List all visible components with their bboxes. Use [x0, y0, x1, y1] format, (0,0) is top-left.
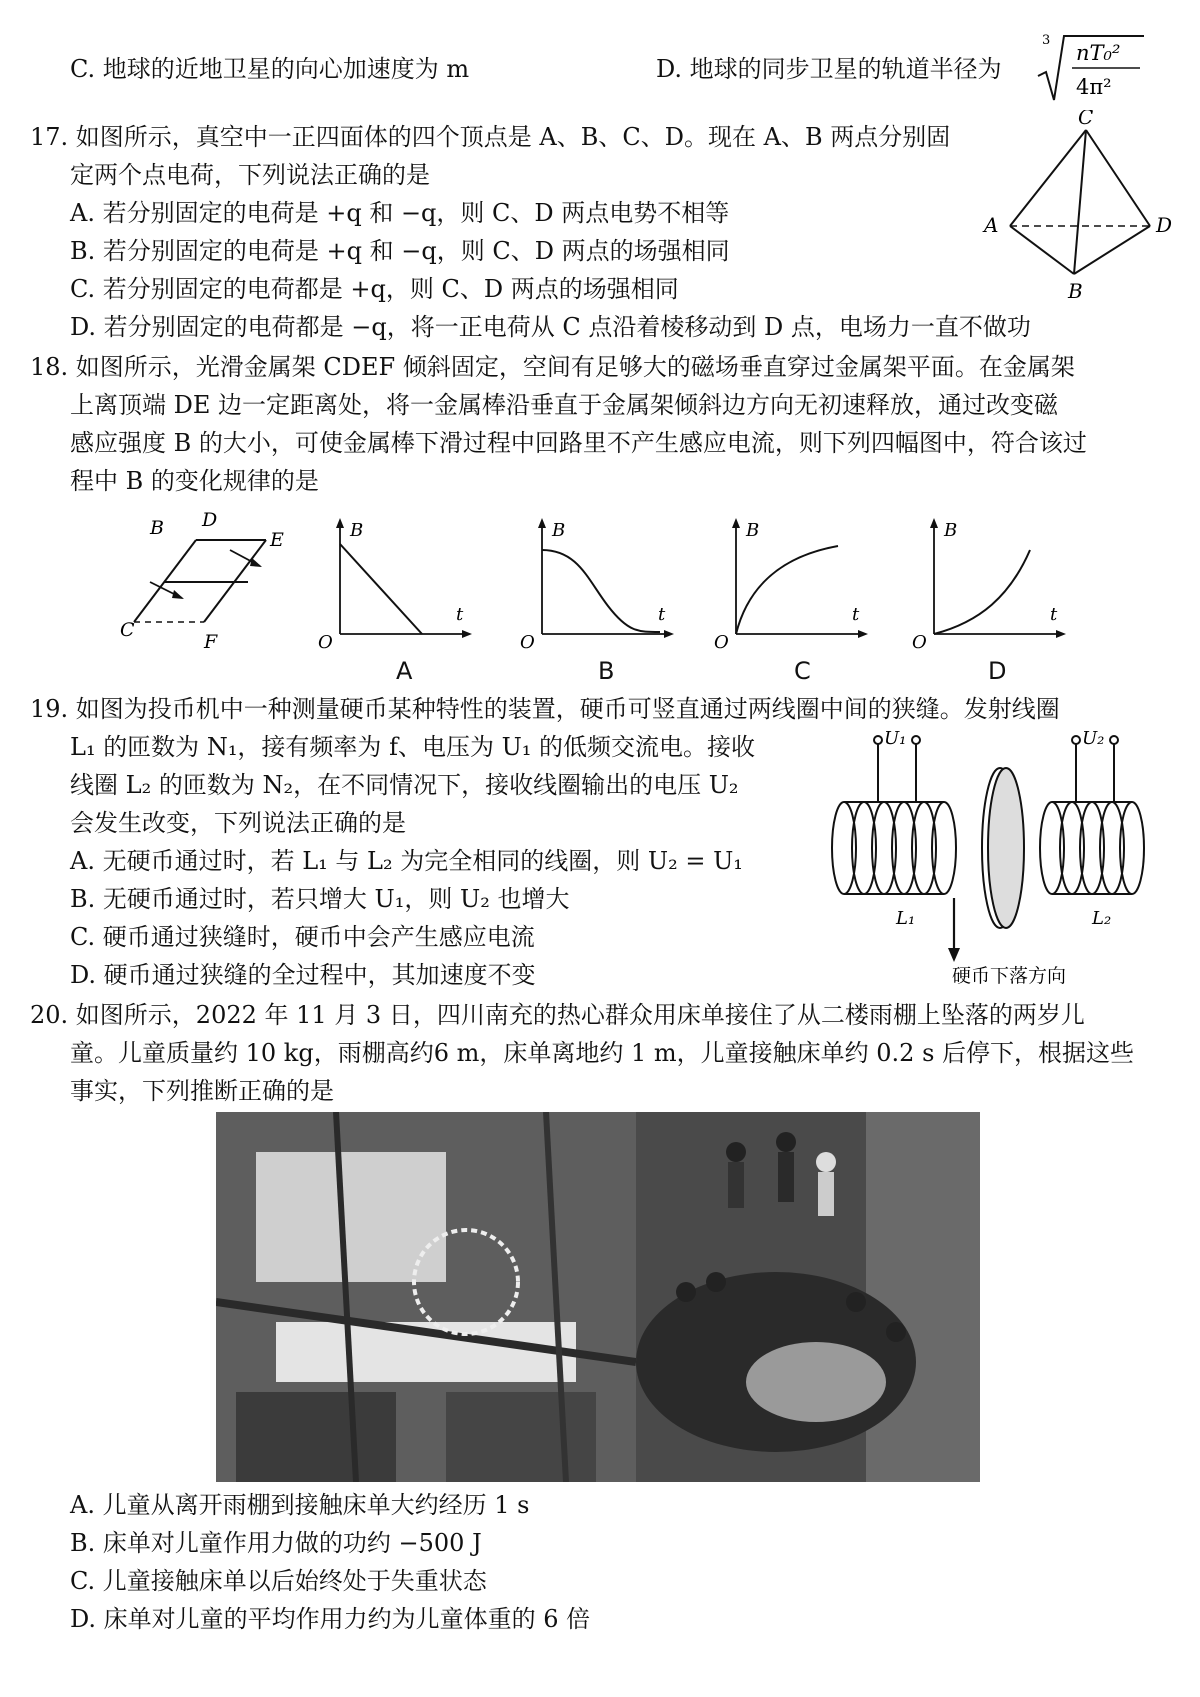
tetrahedron-figure	[980, 110, 1190, 310]
q20-stem-line3: 事实，下列推断正确的是	[70, 1077, 334, 1105]
coin-fall-direction-label: 硬币下落方向	[952, 965, 1067, 987]
coin	[982, 768, 1024, 928]
graph-a-ylabel: B	[350, 520, 364, 541]
graph-b-origin: O	[520, 632, 535, 650]
q18-stem-line4: 程中 B 的变化规律的是	[70, 467, 319, 495]
q18-stem-line2: 上离顶端 DE 边一定距离处，将一金属棒沿垂直于金属架倾斜边方向无初速释放，通过改变磁	[70, 391, 1059, 419]
metal-frame-figure	[120, 510, 320, 660]
graph-c-caption: C	[794, 657, 811, 685]
graph-d-ylabel: B	[944, 520, 958, 541]
q20-stem-line2: 童。儿童质量约 10 kg，雨棚高约6 m，床单离地约 1 m，儿童接触床单约 0.2 s 后停下，根据这些	[70, 1039, 1135, 1067]
q17-option-a: A. 若分别固定的电荷是 +q 和 −q，则 C、D 两点电势不相等	[70, 199, 730, 227]
q16-option-c: C. 地球的近地卫星的向心加速度为 m	[70, 55, 470, 83]
graph-d-origin: O	[912, 632, 927, 650]
graph-option-d	[910, 516, 1070, 650]
q19-stem-line3: 线圈 L₂ 的匝数为 N₂，在不同情况下，接收线圈输出的电压 U₂	[70, 771, 739, 799]
q19-stem-line4: 会发生改变，下列说法正确的是	[70, 809, 406, 837]
graph-option-b	[518, 516, 678, 650]
q16-option-d-formula	[1036, 30, 1166, 106]
q20-stem-line1: 20. 如图所示，2022 年 11 月 3 日，四川南充的热心群众用床单接住了从二楼雨棚上坠落的两岁儿	[30, 1001, 1085, 1029]
vertex-d-label: D	[1156, 213, 1173, 237]
graph-b-xlabel: t	[658, 604, 666, 625]
rescue-photo	[216, 1112, 980, 1482]
q19-option-c: C. 硬币通过狭缝时，硬币中会产生感应电流	[70, 923, 535, 951]
q18-stem-line3: 感应强度 B 的大小，可使金属棒下滑过程中回路里不产生感应电流，则下列四幅图中，符合该过	[70, 429, 1087, 457]
q19-stem-line1: 19. 如图为投币机中一种测量硬币某种特性的装置，硬币可竖直通过两线圈中间的狭缝。发射线圈	[30, 695, 1060, 723]
q17-option-d: D. 若分别固定的电荷都是 −q，将一正电荷从 C 点沿着棱移动到 D 点，电场力一直不做功	[70, 313, 1031, 341]
frame-label-d: D	[202, 510, 218, 531]
u2-label: U₂	[1082, 730, 1105, 749]
frame-label-e: E	[270, 529, 284, 551]
q17-option-b: B. 若分别固定的电荷是 +q 和 −q，则 C、D 两点的场强相同	[70, 237, 730, 265]
vertex-a-label: A	[984, 213, 999, 237]
q18-stem-line1: 18. 如图所示，光滑金属架 CDEF 倾斜固定，空间有足够大的磁场垂直穿过金属架平面。在金属架	[30, 353, 1075, 381]
q20-option-b: B. 床单对儿童作用力做的功约 −500 J	[70, 1529, 482, 1557]
frame-label-f: F	[204, 631, 218, 653]
q17-stem-line2: 定两个点电荷，下列说法正确的是	[70, 161, 430, 189]
q19-option-d: D. 硬币通过狭缝的全过程中，其加速度不变	[70, 961, 536, 989]
graph-d-xlabel: t	[1050, 604, 1058, 625]
graph-b-ylabel: B	[552, 520, 566, 541]
frame-label-b: B	[150, 517, 164, 539]
graph-a-origin: O	[318, 632, 333, 650]
coil-l1	[832, 736, 956, 894]
coil-l2	[1040, 736, 1144, 894]
coin-detector-figure	[820, 730, 1180, 990]
root-index: 3	[1042, 33, 1051, 48]
graph-c-xlabel: t	[852, 604, 860, 625]
l2-label: L₂	[1092, 908, 1112, 929]
q20-option-a: A. 儿童从离开雨棚到接触床单大约经历 1 s	[70, 1491, 530, 1519]
u1-label: U₁	[884, 730, 907, 749]
frame-label-c: C	[120, 619, 135, 641]
q20-option-c: C. 儿童接触床单以后始终处于失重状态	[70, 1567, 487, 1595]
graph-option-a	[316, 516, 476, 650]
q20-option-d: D. 床单对儿童的平均作用力约为儿童体重的 6 倍	[70, 1605, 591, 1633]
graph-c-ylabel: B	[746, 520, 760, 541]
q19-option-a: A. 无硬币通过时，若 L₁ 与 L₂ 为完全相同的线圈，则 U₂ = U₁	[70, 847, 743, 875]
q17-option-c: C. 若分别固定的电荷都是 +q，则 C、D 两点的场强相同	[70, 275, 679, 303]
q16-option-d: D. 地球的同步卫星的轨道半径为	[656, 55, 1002, 83]
graph-a-xlabel: t	[456, 604, 464, 625]
graph-d-caption: D	[988, 657, 1007, 685]
graph-b-caption: B	[598, 657, 615, 685]
graph-a-caption: A	[396, 657, 413, 685]
formula-numerator: nT₀²	[1076, 41, 1121, 65]
l1-label: L₁	[896, 908, 916, 929]
vertex-c-label: C	[1078, 110, 1094, 129]
q19-stem-line2: L₁ 的匝数为 N₁，接有频率为 f、电压为 U₁ 的低频交流电。接收	[70, 733, 756, 761]
q17-stem-line1: 17. 如图所示，真空中一正四面体的四个顶点是 A、B、C、D。现在 A、B 两点分别固	[30, 123, 951, 151]
formula-denominator: 4π²	[1076, 75, 1112, 99]
vertex-b-label: B	[1068, 279, 1083, 303]
graph-option-c	[712, 516, 872, 650]
q19-option-b: B. 无硬币通过时，若只增大 U₁，则 U₂ 也增大	[70, 885, 570, 913]
graph-c-origin: O	[714, 632, 729, 650]
